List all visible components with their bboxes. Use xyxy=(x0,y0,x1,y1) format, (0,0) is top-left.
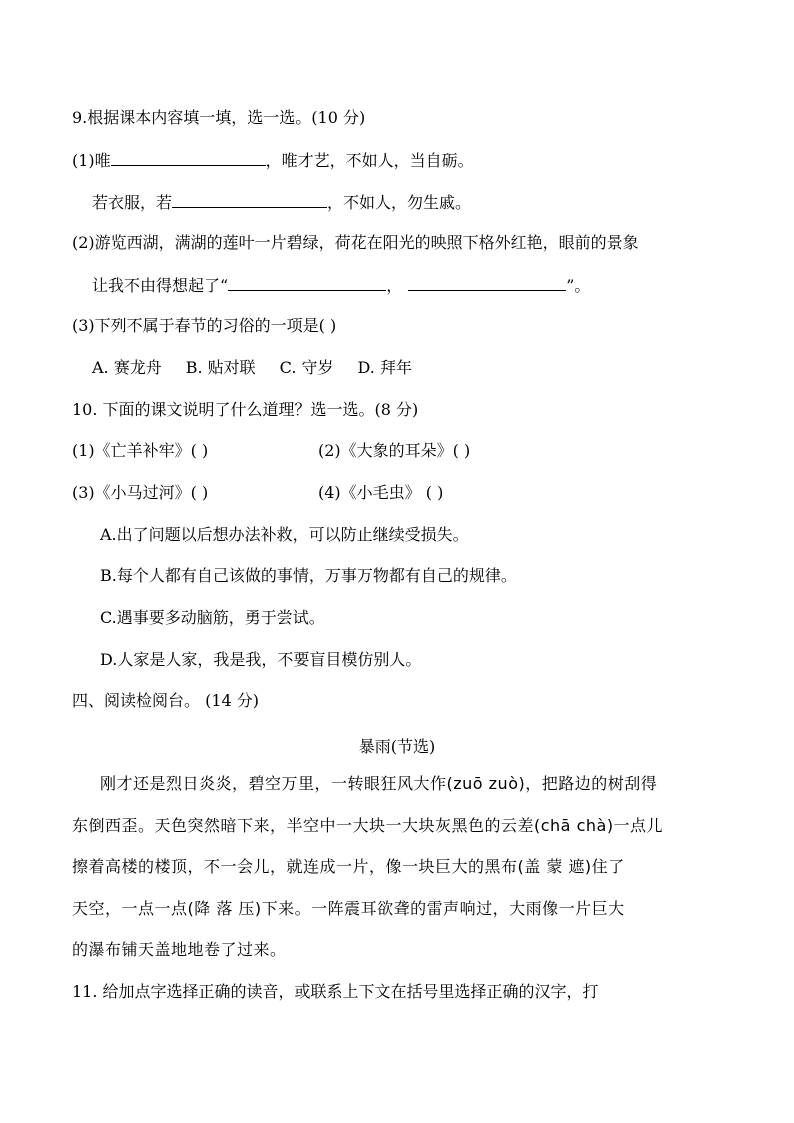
q9-part1-text-c: 若衣服，若 xyxy=(92,193,173,212)
q9-part1-line2 xyxy=(92,192,471,213)
q10-item-2[interactable]: (2)《大象的耳朵》( ) xyxy=(318,441,471,460)
option-d[interactable]: D. 拜年 xyxy=(357,358,412,377)
q10-item-1[interactable]: (1)《亡羊补牢》( ) xyxy=(72,441,209,460)
q10-choice-b: B.每个人都有自己该做的事情，万事万物都有自己的规律。 xyxy=(100,566,517,585)
q9-part1-text-b: ，唯才艺，不如人，当自砺。 xyxy=(265,151,474,170)
q9-options xyxy=(92,358,412,378)
q9-part2-line1: (2)游览西湖，满湖的莲叶一片碧绿，荷花在阳光的映照下格外红艳，眼前的景象 xyxy=(72,233,639,252)
q9-heading: 9.根据课本内容填一填，选一选。(10 分) xyxy=(72,108,366,127)
q10-item-4[interactable]: (4)《小毛虫》 ( ) xyxy=(318,483,444,502)
passage-title: 暴雨(节选) xyxy=(358,737,436,756)
q9-part2-text-b: 让我不由得想起了“ xyxy=(92,276,229,295)
fill-blank-2[interactable] xyxy=(172,192,327,208)
q9-part2-line2 xyxy=(92,275,590,296)
passage-line-2: 东倒西歪。天色突然暗下来，半空中一大块一大块灰黑色的云差(chā chà)一点儿 xyxy=(72,816,664,835)
passage-line-3: 擦着高楼的楼顶，不一会儿，就连成一片，像一块巨大的黑布(盖 蒙 遮)住了 xyxy=(72,857,625,876)
q9-part1-text-d: ，不如人，勿生戚。 xyxy=(327,193,472,212)
section4-heading: 四、阅读检阅台。 (14 分) xyxy=(72,691,260,710)
q10-choice-d: D.人家是人家，我是我，不要盲目模仿别人。 xyxy=(100,650,422,669)
option-b[interactable]: B. 贴对联 xyxy=(185,358,256,377)
fill-blank-4[interactable] xyxy=(408,275,566,291)
q9-part1-text-a: (1)唯 xyxy=(72,151,111,170)
q10-item-3[interactable]: (3)《小马过河》( ) xyxy=(72,483,209,502)
q10-choice-c: C.遇事要多动脑筋，勇于尝试。 xyxy=(100,608,325,627)
q10-choice-a: A.出了问题以后想办法补救，可以防止继续受损失。 xyxy=(100,525,469,544)
q9-part2-text-c: ， xyxy=(386,276,403,295)
q9-part2-text-d: ”。 xyxy=(566,276,591,295)
option-a[interactable]: A. 赛龙舟 xyxy=(92,358,162,377)
fill-blank-3[interactable] xyxy=(228,275,386,291)
passage-line-5: 的瀑布铺天盖地地卷了过来。 xyxy=(72,940,287,959)
option-c[interactable]: C. 守岁 xyxy=(279,358,334,377)
q10-heading: 10. 下面的课文说明了什么道理？选一选。(8 分) xyxy=(72,400,419,419)
q11-heading: 11. 给加点字选择正确的读音，或联系上下文在括号里选择正确的汉字，打 xyxy=(72,982,599,1001)
q9-part1-line1 xyxy=(72,150,474,171)
fill-blank-1[interactable] xyxy=(111,150,266,166)
passage-line-1: 刚才还是烈日炎炎，碧空万里，一转眼狂风大作(zuō zuò)，把路边的树刮得 xyxy=(100,774,658,793)
passage-line-4: 天空，一点一点(降 落 压)下来。一阵震耳欲聋的雷声响过，大雨像一片巨大 xyxy=(72,899,625,918)
q9-part3: (3)下列不属于春节的习俗的一项是( ) xyxy=(72,316,337,335)
